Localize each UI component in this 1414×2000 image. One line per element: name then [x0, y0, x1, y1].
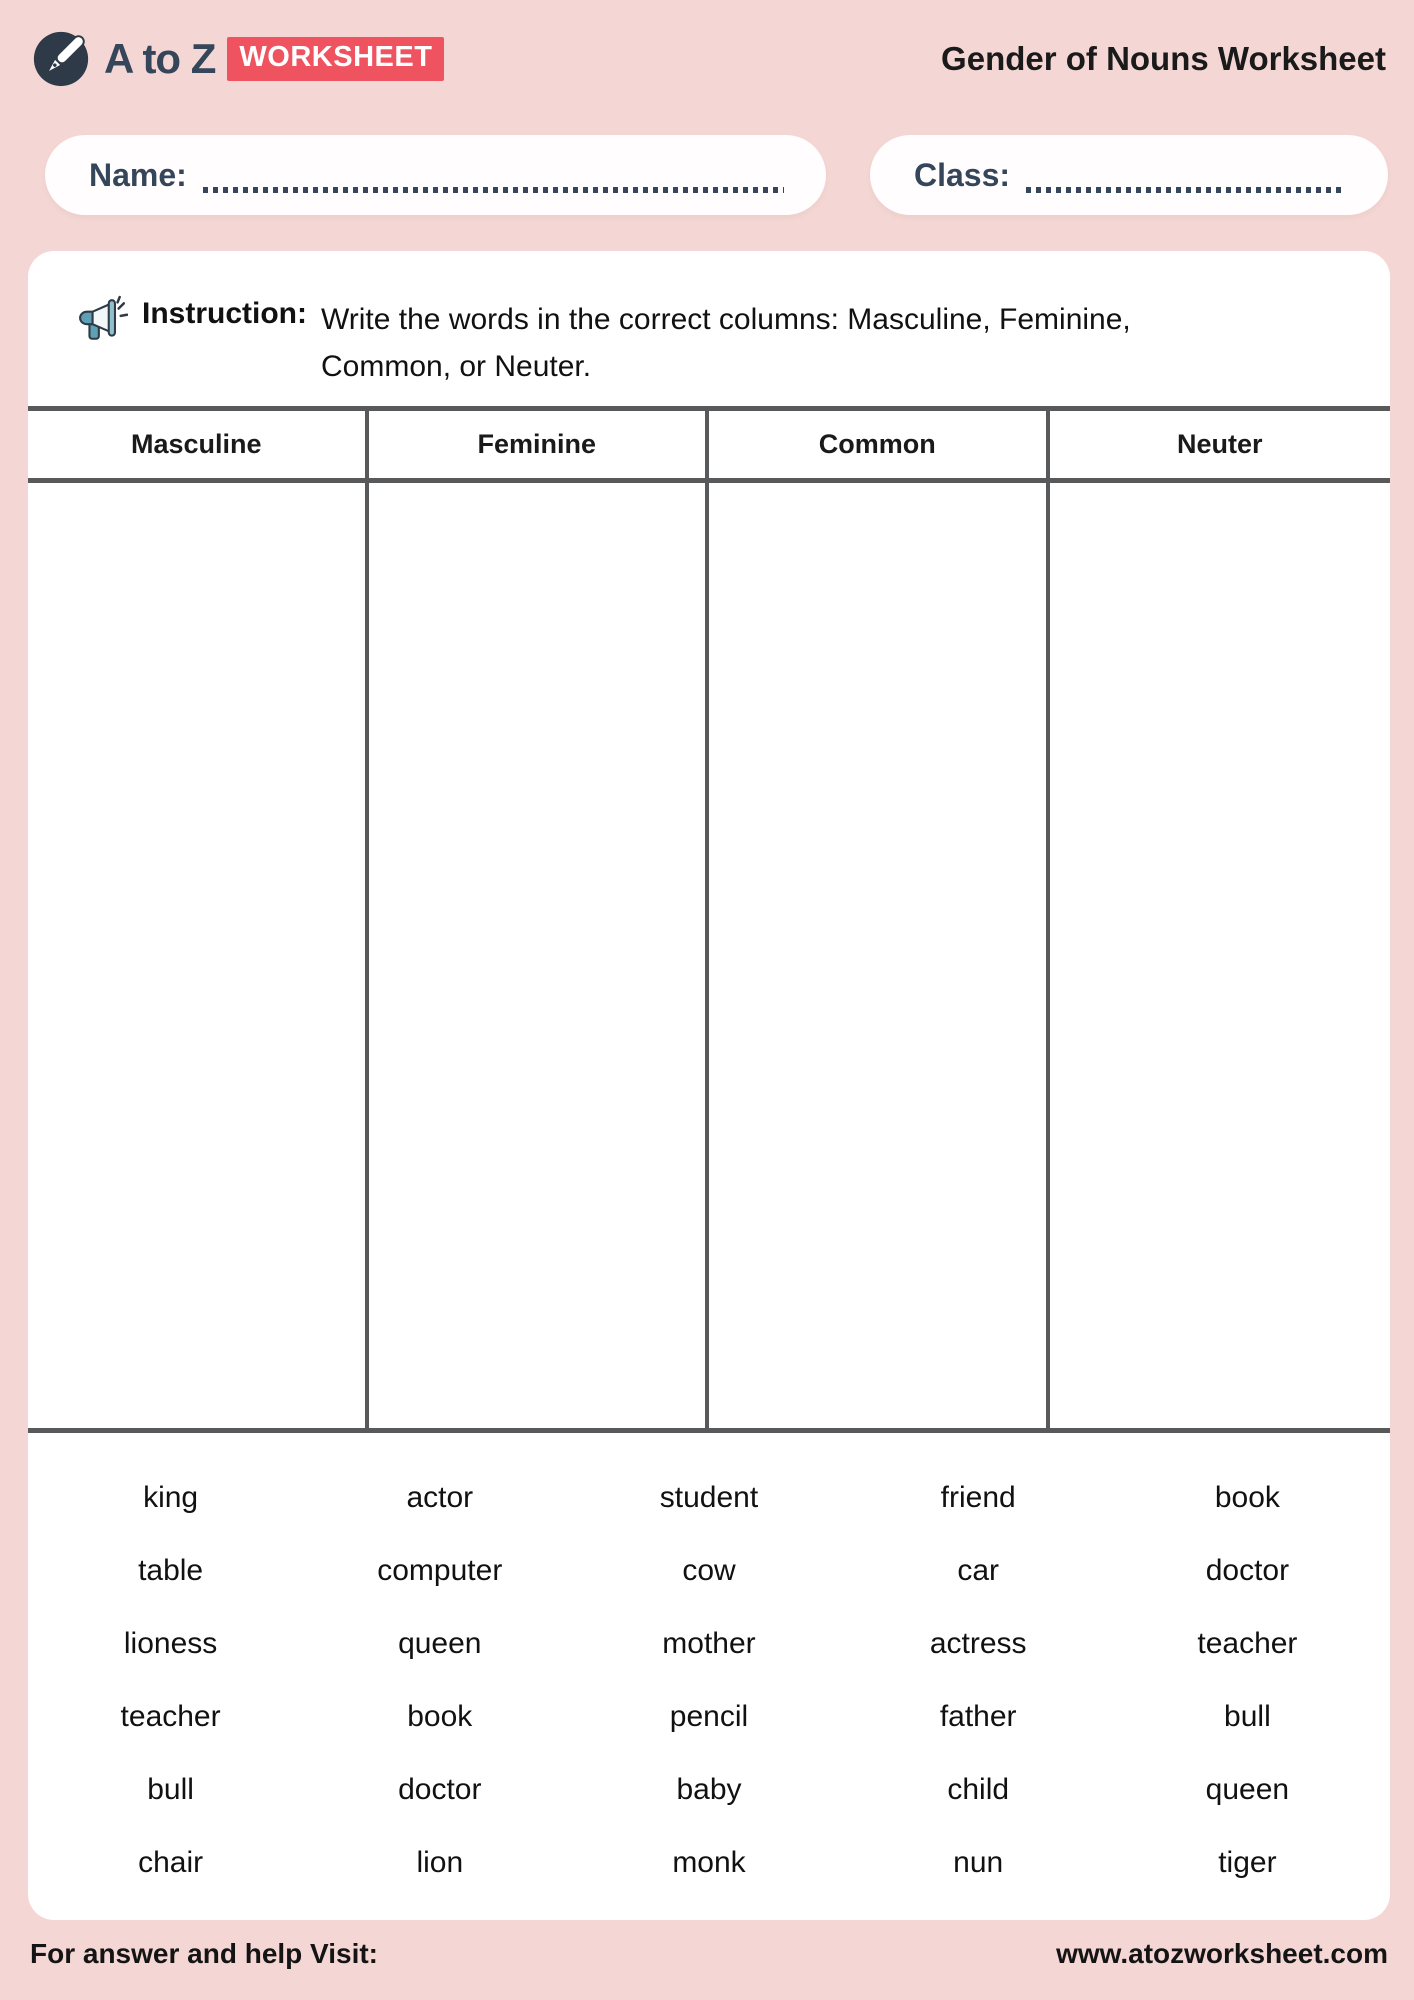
word-bank-item: tiger — [1218, 1845, 1277, 1879]
gender-table-body — [28, 483, 1390, 1428]
instruction-text — [321, 297, 1131, 390]
word-bank-item: mother — [662, 1626, 756, 1660]
name-field — [45, 135, 826, 215]
instruction-line-1: Write the words in the correct columns: Masculine, Feminine, — [321, 303, 1131, 336]
name-input-line[interactable] — [203, 187, 784, 193]
word-bank-item: actor — [406, 1480, 474, 1514]
worksheet-card — [28, 251, 1390, 1920]
word-bank-item: lioness — [123, 1626, 218, 1660]
word-bank-item: baby — [676, 1772, 742, 1806]
brand-badge: WORKSHEET — [227, 37, 444, 81]
megaphone-icon — [78, 295, 128, 345]
word-bank-item: queen — [1205, 1772, 1290, 1806]
instruction-label: Instruction: — [142, 297, 307, 330]
word-bank-item: father — [939, 1699, 1017, 1733]
answer-column-masculine[interactable] — [28, 483, 369, 1428]
gender-table-header — [28, 411, 1390, 483]
answer-column-common[interactable] — [709, 483, 1050, 1428]
name-label: Name: — [89, 156, 187, 193]
instruction-line-2: Common, or Neuter. — [321, 349, 592, 383]
word-bank-item: child — [947, 1772, 1010, 1806]
word-bank-item: queen — [398, 1626, 482, 1660]
footer — [30, 1938, 1388, 1970]
answer-column-feminine[interactable] — [369, 483, 710, 1428]
word-bank-item: computer — [377, 1553, 503, 1587]
table-header-feminine: Feminine — [369, 411, 710, 483]
word-bank-item: bull — [1224, 1699, 1271, 1733]
word-bank-item: doctor — [1205, 1553, 1290, 1587]
word-bank-item: teacher — [1197, 1626, 1298, 1660]
word-bank-item: bull — [147, 1772, 194, 1806]
word-bank-item: chair — [138, 1845, 204, 1879]
footer-website-url: www.atozworksheet.com — [1056, 1938, 1388, 1969]
word-bank-item: king — [143, 1480, 199, 1514]
gender-table — [28, 406, 1390, 1433]
word-bank-item: teacher — [120, 1699, 221, 1733]
brand-name: A to Z — [104, 35, 216, 82]
word-bank-item: actress — [929, 1626, 1027, 1660]
word-bank-item: student — [659, 1480, 759, 1514]
word-bank-item: table — [138, 1553, 204, 1587]
word-bank-item: pencil — [669, 1699, 749, 1733]
word-bank-item: doctor — [398, 1772, 482, 1806]
word-bank-item: book — [1214, 1480, 1280, 1514]
table-header-masculine: Masculine — [28, 411, 369, 483]
word-bank-item: friend — [940, 1480, 1016, 1514]
pen-circle-logo-icon — [30, 28, 92, 90]
word-bank-item: car — [957, 1553, 1000, 1587]
word-bank-item: book — [407, 1699, 473, 1733]
word-bank-item: lion — [416, 1845, 464, 1879]
table-header-common: Common — [709, 411, 1050, 483]
word-bank-item: monk — [672, 1845, 746, 1879]
word-bank — [28, 1433, 1390, 1899]
footer-help-text: For answer and help Visit: — [30, 1938, 379, 1969]
class-input-line[interactable] — [1026, 187, 1346, 193]
table-header-neuter: Neuter — [1050, 411, 1391, 483]
instruction-block — [28, 251, 1390, 390]
brand-logo — [30, 28, 444, 90]
page-title: Gender of Nouns Worksheet — [941, 40, 1386, 77]
word-bank-item: nun — [953, 1845, 1004, 1879]
header — [30, 28, 1386, 90]
word-bank-item: cow — [682, 1553, 736, 1587]
answer-column-neuter[interactable] — [1050, 483, 1391, 1428]
class-field — [870, 135, 1388, 215]
class-label: Class: — [914, 156, 1011, 193]
student-fields — [45, 135, 1388, 215]
